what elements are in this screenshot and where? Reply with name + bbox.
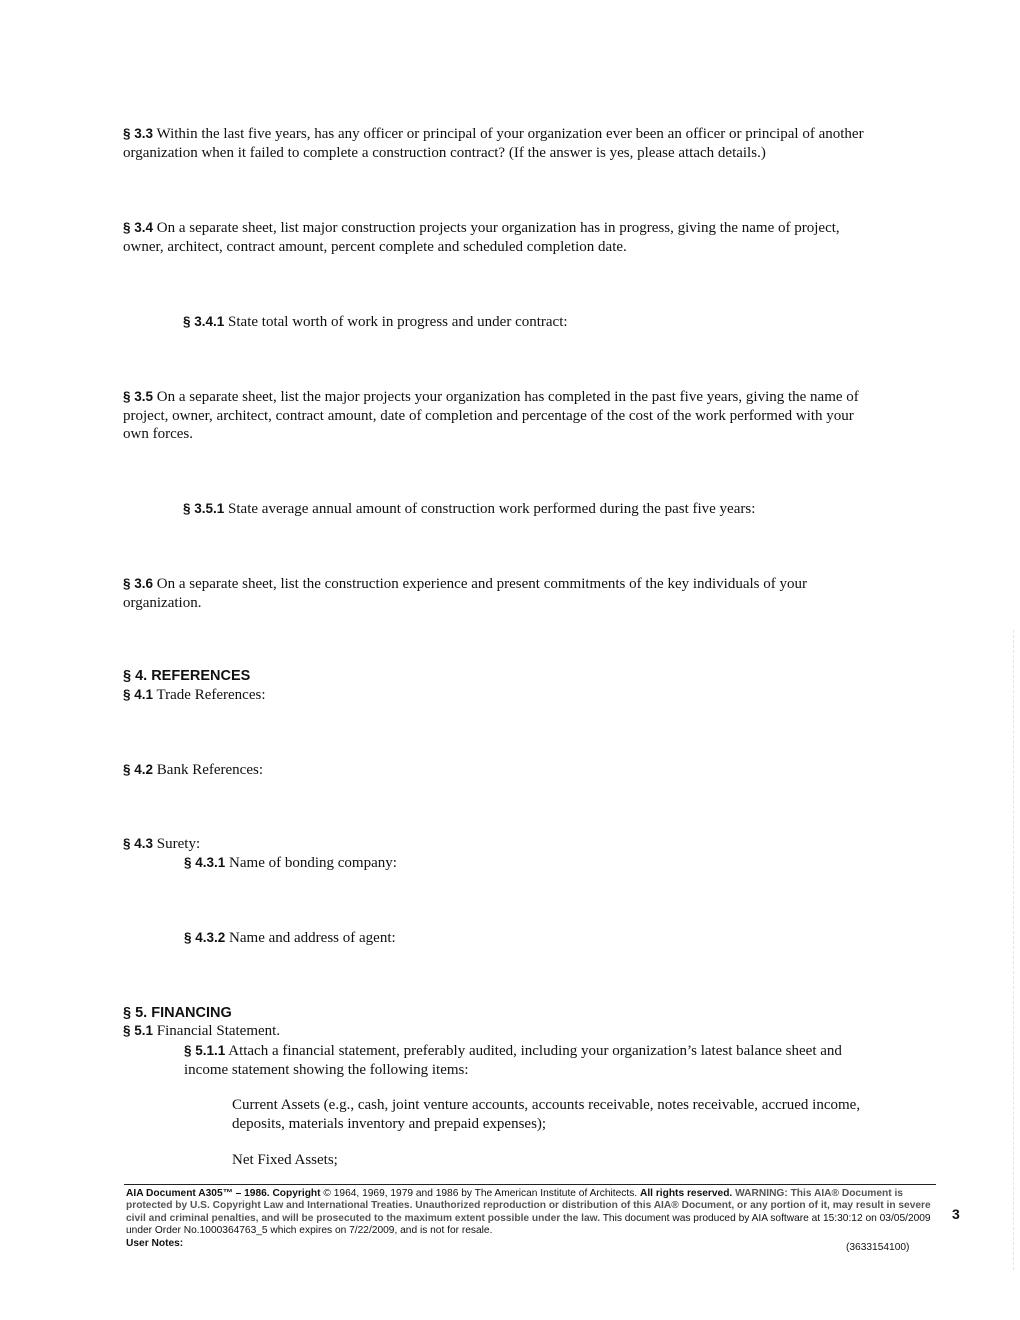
section-5-1 — [123, 1022, 523, 1041]
section-4-2 — [123, 761, 523, 780]
footer-user-notes: User Notes: — [126, 1237, 184, 1249]
scan-edge-divider — [1013, 630, 1014, 1270]
footer-divider — [124, 1184, 936, 1185]
references-heading: § 4. REFERENCES — [123, 668, 251, 684]
footer-produced: This document was produced by AIA software at 15:30:12 on 03/05/2009 under Order No.1000364763_5 which expires on 7/22/2009, and is not for resale. — [126, 1212, 931, 1237]
section-text: State total worth of work in progress and under contract: — [228, 314, 568, 330]
financing-heading: § 5. FINANCING — [123, 1005, 232, 1021]
section-text: Attach a financial statement, preferably audited, including your organization’s latest balance sheet and income statement showing the following items: — [184, 1043, 842, 1078]
page-number: 3 — [952, 1206, 960, 1222]
current-assets-item: Current Assets (e.g., cash, joint venture accounts, accounts receivable, notes receivable, accrued income, deposits, materials inventory and prepaid expenses); — [232, 1097, 861, 1132]
section-number: § 3.4.1 — [183, 314, 225, 329]
footer-warning: WARNING: This AIA® Document is protected by U.S. Copyright Law and International Treaties. Unauthorized reproduction or distribution of this AIA® Document, or any portion of it, may result in severe civil and criminal penalties, and will be prosecuted to the maximum extent possible under the law. — [126, 1188, 931, 1224]
section-text: Within the last five years, has any officer or principal of your organization ever been an officer or principal of another organization when it failed to complete a construction contract? (If the answer is yes, please attach details.) — [123, 126, 864, 161]
net-fixed-assets-item: Net Fixed Assets; — [232, 1152, 338, 1168]
section-text: Surety: — [156, 836, 201, 852]
section-number: § 3.6 — [123, 576, 154, 591]
section-5-1-1 — [184, 1042, 884, 1079]
section-3-5-1 — [183, 500, 883, 519]
section-3-6 — [123, 575, 878, 612]
section-number: § 3.4 — [123, 220, 154, 235]
footer-notice — [126, 1188, 936, 1250]
footer-copyright-years: © 1964, 1969, 1979 and 1986 by The American Institute of Architects. — [323, 1188, 638, 1199]
footer-rights: All rights reserved. — [639, 1188, 733, 1199]
section-text: On a separate sheet, list major construction projects your organization has in progress, giving the name of project, owner, architect, contract amount, percent complete and scheduled completion date. — [123, 220, 840, 255]
section-text: Name and address of agent: — [229, 930, 396, 946]
section-3-4 — [123, 219, 863, 256]
section-text: Name of bonding company: — [229, 855, 397, 871]
section-text: Trade References: — [156, 687, 266, 703]
section-number: § 3.5 — [123, 389, 154, 404]
section-4-3 — [123, 835, 523, 854]
section-number: § 4.1 — [123, 687, 154, 702]
section-number: § 4.3.1 — [184, 855, 226, 870]
section-3-3 — [123, 125, 893, 162]
section-number: § 3.3 — [123, 126, 154, 141]
section-number: § 4.3 — [123, 836, 154, 851]
section-4-1 — [123, 686, 523, 705]
section-text: Bank References: — [156, 762, 263, 778]
section-text: On a separate sheet, list the major projects your organization has completed in the past five years, giving the name of project, owner, architect, contract amount, date of completion and percentage of the cost of the work performed with your own forces. — [123, 389, 859, 442]
section-text: On a separate sheet, list the construction experience and present commitments of the key individuals of your organization. — [123, 576, 808, 611]
section-number: § 5.1.1 — [184, 1043, 226, 1058]
footer-doc-title: AIA Document A305™ – 1986. Copyright — [126, 1188, 321, 1199]
section-3-4-1 — [183, 313, 883, 332]
section-4-3-1 — [184, 854, 684, 873]
section-number: § 3.5.1 — [183, 501, 225, 516]
section-number: § 4.2 — [123, 762, 154, 777]
footer-code: (3633154100) — [846, 1242, 910, 1253]
section-number: § 5.1 — [123, 1023, 154, 1038]
section-3-5 — [123, 388, 873, 444]
section-text: State average annual amount of construction work performed during the past five years: — [228, 501, 756, 517]
section-4-3-2 — [184, 929, 684, 948]
section-text: Financial Statement. — [156, 1023, 281, 1039]
section-number: § 4.3.2 — [184, 930, 226, 945]
